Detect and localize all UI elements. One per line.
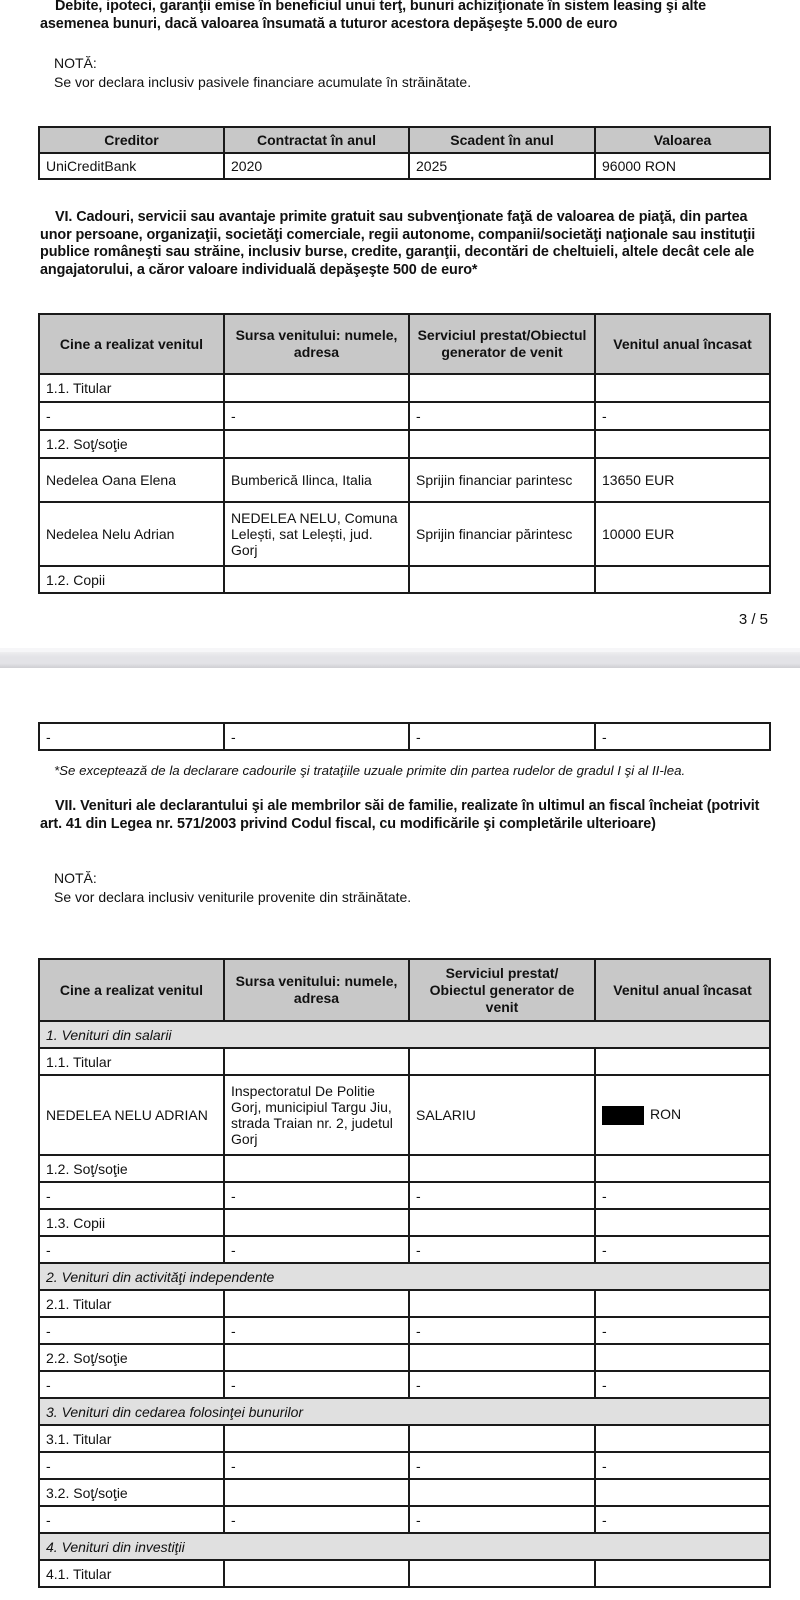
table-cell: - xyxy=(595,1182,770,1209)
table-cell: 1.1. Titular xyxy=(39,374,224,402)
table-row xyxy=(39,153,770,179)
table-row xyxy=(39,1075,770,1155)
table-cell xyxy=(595,1155,770,1182)
table-cell: - xyxy=(39,1452,224,1479)
table-row xyxy=(39,723,770,750)
column-header: Venitul anual încasat xyxy=(595,959,770,1021)
table-row xyxy=(39,1425,770,1452)
table-cell xyxy=(409,1209,595,1236)
table-cell xyxy=(595,566,770,593)
table-row xyxy=(39,1560,770,1587)
table-cell: - xyxy=(39,723,224,750)
table-cell: - xyxy=(39,1182,224,1209)
category-label: 1. Venituri din salarii xyxy=(39,1021,770,1048)
table-cell xyxy=(224,374,409,402)
column-header: Contractat în anul xyxy=(224,127,409,153)
note-label: NOTĂ: xyxy=(54,870,97,886)
section-v-heading xyxy=(40,0,780,33)
table-cell: - xyxy=(224,1506,409,1533)
table-cell: - xyxy=(224,723,409,750)
table-cell xyxy=(409,374,595,402)
table-cell xyxy=(224,1209,409,1236)
table-cell: Sprijin financiar părintesc xyxy=(409,502,595,566)
page-indicator: 3 / 5 xyxy=(738,611,768,628)
table-cell: - xyxy=(39,1317,224,1344)
table-cell: 3.2. Soţ/soţie xyxy=(39,1479,224,1506)
table-cell xyxy=(595,430,770,458)
table-cell: Inspectoratul De Politie Gorj, municipiul Targu Jiu, strada Traian nr. 2, judetul Gorj xyxy=(224,1075,409,1155)
table-cell: 4.1. Titular xyxy=(39,1560,224,1587)
table-cell: NEDELEA NELU ADRIAN xyxy=(39,1075,224,1155)
income-table xyxy=(38,958,771,1588)
table-cell: Nedelea Oana Elena xyxy=(39,458,224,502)
table-cell: 1.1. Titular xyxy=(39,1048,224,1075)
table-cell xyxy=(595,1290,770,1317)
table-cell: - xyxy=(595,1236,770,1263)
income-table-body xyxy=(39,1021,770,1587)
category-label: 3. Venituri din cedarea folosinţei bunurilor xyxy=(39,1398,770,1425)
table-cell: 1.2. Copii xyxy=(39,566,224,593)
table-cell: - xyxy=(595,723,770,750)
table-cell: UniCreditBank xyxy=(39,153,224,179)
table-row xyxy=(39,430,770,458)
gifts-table-continued xyxy=(38,722,771,751)
table-cell: - xyxy=(409,402,595,430)
table-cell xyxy=(224,1048,409,1075)
table-cell: 2020 xyxy=(224,153,409,179)
table-cell: 3.1. Titular xyxy=(39,1425,224,1452)
document-page-3 xyxy=(0,0,800,640)
category-label: 2. Venituri din activităţi independente xyxy=(39,1263,770,1290)
table-cell xyxy=(409,1048,595,1075)
table-cell: - xyxy=(39,1506,224,1533)
table-cell xyxy=(595,1209,770,1236)
table-cell xyxy=(409,430,595,458)
table-cell xyxy=(409,1344,595,1371)
table-row xyxy=(39,566,770,593)
section-vi-heading: VI. Cadouri, servicii sau avantaje primite gratuit sau subvenţionate faţă de valoarea de piaţă, din partea unor persoane, organizaţii, societăţi comerciale, regii autonome, companii/societăţi naţionale sau instituţii publice româneşti sau străine, inclusiv burse, credite, garanţii, decontări de cheltuieli, altele decât cele ale angajatorului, a căror valoare individuală depăşeşte 500 de euro* xyxy=(40,209,756,278)
table-row xyxy=(39,1182,770,1209)
table-cell xyxy=(409,1479,595,1506)
page-separator xyxy=(0,652,800,668)
table-cell: 1.2. Soţ/soţie xyxy=(39,1155,224,1182)
table-row xyxy=(39,1155,770,1182)
table-cell: 13650 EUR xyxy=(595,458,770,502)
table-cell: - xyxy=(409,1371,595,1398)
table-cell: Sprijin financiar parintesc xyxy=(409,458,595,502)
table-row xyxy=(39,1371,770,1398)
category-label: 4. Venituri din investiţii xyxy=(39,1533,770,1560)
table-cell: Bumberică Ilinca, Italia xyxy=(224,458,409,502)
table-cell xyxy=(595,1075,770,1155)
table-cell: 1.2. Soţ/soţie xyxy=(39,430,224,458)
table-cell: - xyxy=(595,1371,770,1398)
table-cell: 2025 xyxy=(409,153,595,179)
table-cell xyxy=(224,430,409,458)
category-row xyxy=(39,1398,770,1425)
section-v-heading-line2: asemenea bunuri, dacă valoarea însumată a tuturor acestora depăşeşte 5.000 de euro xyxy=(40,15,618,32)
column-header: Cine a realizat venitul xyxy=(39,959,224,1021)
table-cell: 1.3. Copii xyxy=(39,1209,224,1236)
table-row xyxy=(39,502,770,566)
table-cell xyxy=(224,1425,409,1452)
column-header: Serviciul prestat/Obiectul generator de venit xyxy=(409,314,595,374)
column-header: Sursa venitului: numele, adresa xyxy=(224,959,409,1021)
section-vi-footnote: *Se exceptează de la declarare cadourile şi trataţiile uzuale primite din partea rudelor de gradul I şi al II-lea. xyxy=(54,763,686,778)
column-header: Venitul anual încasat xyxy=(595,314,770,374)
table-cell: - xyxy=(595,1506,770,1533)
table-header-row xyxy=(39,127,770,153)
table-row xyxy=(39,1236,770,1263)
table-row xyxy=(39,458,770,502)
document-page-4 xyxy=(0,670,800,1600)
table-cell xyxy=(224,566,409,593)
table-cell: - xyxy=(595,1317,770,1344)
table-cell: - xyxy=(224,1182,409,1209)
table-cell xyxy=(409,1290,595,1317)
column-header: Serviciul prestat/ Obiectul generator de venit xyxy=(409,959,595,1021)
table-row xyxy=(39,1290,770,1317)
debts-table xyxy=(38,126,771,180)
table-cell: - xyxy=(409,1506,595,1533)
table-row xyxy=(39,374,770,402)
table-cell xyxy=(595,374,770,402)
column-header: Cine a realizat venitul xyxy=(39,314,224,374)
table-cell: SALARIU xyxy=(409,1075,595,1155)
table-cell xyxy=(409,1560,595,1587)
section-v-heading-line1: Debite, ipoteci, garanţii emise în beneficiul unui terţ, bunuri achiziţionate în sistem leasing şi alte xyxy=(55,0,707,14)
table-cell xyxy=(224,1344,409,1371)
table-cell: - xyxy=(39,1371,224,1398)
table-cell: - xyxy=(224,1371,409,1398)
section-v-note xyxy=(54,54,471,92)
table-cell: - xyxy=(595,402,770,430)
table-cell xyxy=(224,1290,409,1317)
table-cell xyxy=(224,1560,409,1587)
table-cell: - xyxy=(224,1452,409,1479)
table-cell: - xyxy=(224,1317,409,1344)
gifts-table xyxy=(38,313,771,594)
table-cell xyxy=(595,1479,770,1506)
column-header: Creditor xyxy=(39,127,224,153)
note-text: Se vor declara inclusiv pasivele financiare acumulate în străinătate. xyxy=(54,74,472,90)
column-header: Sursa venitului: numele, adresa xyxy=(224,314,409,374)
table-cell xyxy=(595,1425,770,1452)
table-header-row xyxy=(39,314,770,374)
table-row xyxy=(39,1317,770,1344)
redacted-amount xyxy=(602,1106,644,1125)
table-row xyxy=(39,1452,770,1479)
table-cell: - xyxy=(39,1236,224,1263)
table-cell xyxy=(409,566,595,593)
table-cell: Nedelea Nelu Adrian xyxy=(39,502,224,566)
table-cell: 10000 EUR xyxy=(595,502,770,566)
table-cell: - xyxy=(39,402,224,430)
note-label: NOTĂ: xyxy=(54,55,97,71)
table-cell: 2.2. Soţ/soţie xyxy=(39,1344,224,1371)
column-header: Scadent în anul xyxy=(409,127,595,153)
table-cell: - xyxy=(409,1182,595,1209)
table-cell xyxy=(595,1344,770,1371)
table-cell xyxy=(595,1048,770,1075)
section-vii-heading: VII. Venituri ale declarantului şi ale membrilor săi de familie, realizate în ultimul an fiscal încheiat (potrivit art. 41 din Legea nr. 571/2003 privind Codul fiscal, cu modificările şi completările ulterioare) xyxy=(40,798,760,832)
section-vii-note xyxy=(54,869,411,907)
currency-label: RON xyxy=(650,1105,682,1122)
table-cell: - xyxy=(224,402,409,430)
column-header: Valoarea xyxy=(595,127,770,153)
table-cell: - xyxy=(409,1236,595,1263)
table-cell: - xyxy=(409,1317,595,1344)
table-cell: - xyxy=(595,1452,770,1479)
table-cell xyxy=(409,1425,595,1452)
table-cell xyxy=(224,1479,409,1506)
category-row xyxy=(39,1263,770,1290)
table-row xyxy=(39,1479,770,1506)
table-cell: NEDELEA NELU, Comuna Lelești, sat Lelești, jud. Gorj xyxy=(224,502,409,566)
table-row xyxy=(39,1506,770,1533)
table-row xyxy=(39,402,770,430)
table-cell xyxy=(409,1155,595,1182)
table-cell xyxy=(224,1155,409,1182)
table-cell: - xyxy=(224,1236,409,1263)
category-row xyxy=(39,1021,770,1048)
table-header-row xyxy=(39,959,770,1021)
table-row xyxy=(39,1344,770,1371)
table-cell xyxy=(595,1560,770,1587)
table-cell: 2.1. Titular xyxy=(39,1290,224,1317)
table-row xyxy=(39,1209,770,1236)
note-text: Se vor declara inclusiv veniturile provenite din străinătate. xyxy=(54,889,412,905)
category-row xyxy=(39,1533,770,1560)
table-row xyxy=(39,1048,770,1075)
table-cell: - xyxy=(409,723,595,750)
table-cell: - xyxy=(409,1452,595,1479)
table-cell: 96000 RON xyxy=(595,153,770,179)
